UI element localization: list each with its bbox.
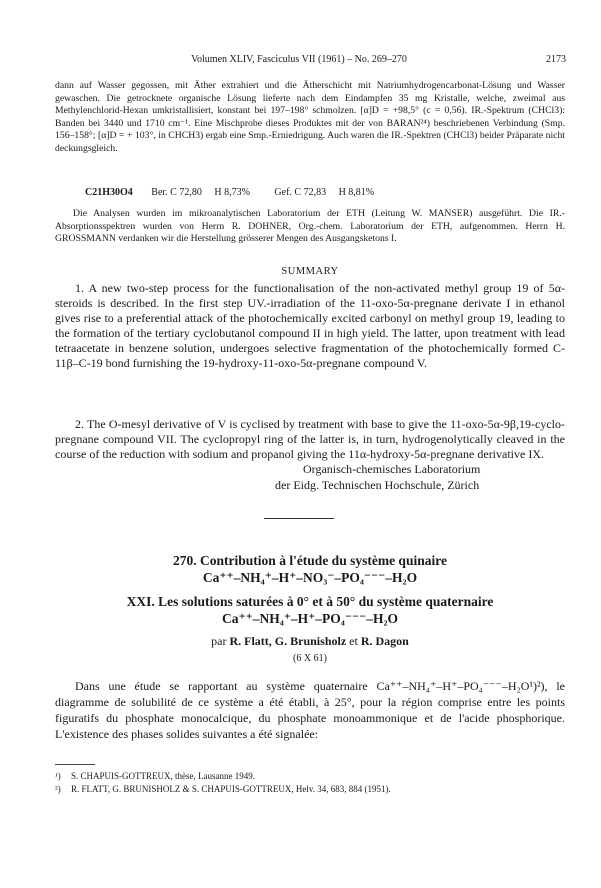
authors-prefix: par [211, 634, 227, 648]
author-flatt: R. Flatt, [229, 634, 272, 648]
footnote-2-text: R. FLATT, G. BRUNISHOLZ & S. CHAPUIS-GOTTREUX, Helv. 34, 683, 884 (1951). [71, 784, 391, 794]
article-title-system-1: Ca⁺⁺–NH₄⁺–H⁺–NO₃⁻–PO₄⁻⁻⁻–H₂O [202, 570, 418, 585]
acknowledgement-paragraph: Die Analysen wurden im mikroanalytischen Laboratorium der ETH (Leitung W. MANSER) ausgeführt. Die IR.-Absorptionsspektren wurden von Herrn R. DOHNER, Org.-chem. Laboratorium der ETH, aufgenommen. Herrn H. GROSSMANN verdanken wir die Herstellung grösserer Mengen des Ausgangsketons I. [55, 208, 565, 245]
summary-point-2: 2. The O-mesyl derivative of V is cyclised by treatment with base to give the 11-oxo-5α-9β,19-cyclo-pregnane compound VII. The cyclopropyl ring of the latter is, in turn, hydrogenolytically cleaved in the course of the reduction with sodium and propanol giving the 11α-hydroxy-5α-pregnane derivative IX. [55, 417, 565, 462]
authors-join: et [349, 634, 358, 648]
affiliation-line-2: der Eidg. Technischen Hochschule, Zürich [275, 478, 480, 492]
elemental-analysis [85, 187, 595, 198]
affiliation-line-1: Organisch-chemisches Laboratorium [303, 462, 481, 476]
footnote-2-mark: ²) [55, 784, 61, 794]
article-title-line-1: 270. Contribution à l'étude du système quinaire [173, 553, 447, 568]
footnote-2 [55, 784, 391, 794]
running-header [32, 54, 566, 68]
footnote-1 [55, 771, 255, 781]
author-dagon: R. Dagon [360, 634, 409, 648]
found-c: Gef. C 72,83 [274, 187, 327, 198]
summary-heading: SUMMARY [281, 266, 339, 277]
footnote-1-mark: ¹) [55, 771, 61, 781]
journal-citation: Volumen XLIV, Fasciculus VII (1961) – No. 269–270 [191, 54, 407, 65]
section-divider [264, 518, 334, 519]
calculated-c: Ber. C 72,80 [151, 187, 202, 198]
footnote-divider [55, 764, 95, 765]
footnote-1-text: S. CHAPUIS-GOTTREUX, thèse, Lausanne 1949. [71, 771, 255, 781]
calculated-h: H 8,73% [214, 187, 250, 198]
author-line [55, 634, 565, 649]
page-number: 2173 [546, 54, 566, 65]
article-title-line-2: XXI. Les solutions saturées à 0° et à 50° du système quaternaire [126, 594, 494, 609]
molecular-formula: C21H30O4 [85, 187, 133, 198]
experimental-paragraph: dann auf Wasser gegossen, mit Äther extrahiert und die Ätherschicht mit Natriumhydrogencarbonat-Lösung und Wasser gewaschen. Die getrocknete organische Lösung lieferte nach dem Eindampfen 35 mg Kristalle, welche, zweimal aus Methylenchlorid-Hexan umkristallisiert, konstant bei 197–198° schmolzen. [α]D = +98,5° (c = 0,56). IR.-Spektrum (CHCl3): Banden bei 3440 und 1710 cm⁻¹. Eine Mischprobe dieses Produktes mit der von BARAN²⁴) beschriebenen Verbindung (Smp. 156–158°; [α]D = + 103°, in CHCH3) ergab eine Smp.-Erniedrigung. Auch waren die IR.-Spektren (CHCl3) beider Präparate nicht deckungsgleich. [55, 80, 565, 154]
author-brunisholz: G. Brunisholz [274, 634, 347, 648]
received-date: (6 X 61) [293, 653, 327, 664]
found-h: H 8,81% [338, 187, 375, 198]
article-body-paragraph: Dans une étude se rapportant au système quaternaire Ca⁺⁺–NH₄⁺–H⁺–PO₄⁻⁻⁻–H₂O¹)²), le diagramme de solubilité de ce système a été établi, à 25°, pour la région comprise entre les points figuratifs du phosphate monocalcique, du phosphate monoammonique et de l'acide phosphorique. L'existence des phases solides suivantes a été signalée: [55, 679, 565, 741]
summary-point-1: 1. A new two-step process for the functionalisation of the non-activated methyl group 19 of 5α-steroids is described. In the first step UV.-irradiation of the 11-oxo-5α-pregnane derivate I in ethanol gives rise to a preferential attack of the photochemically excited carbonyl on methyl group 19, leading to the formation of the tertiary cyclobutanol compound II in high yield. The latter, upon treatment with lead tetraacetate in benzene solution, undergoes selective fragmentation of the photochemically formed C-11β–C-19 bond furnishing the 19-hydroxy-11-oxo-5α-pregnane compound V. [55, 281, 565, 371]
article-title-system-2: Ca⁺⁺–NH₄⁺–H⁺–PO₄⁻⁻⁻–H₂O [221, 611, 399, 626]
